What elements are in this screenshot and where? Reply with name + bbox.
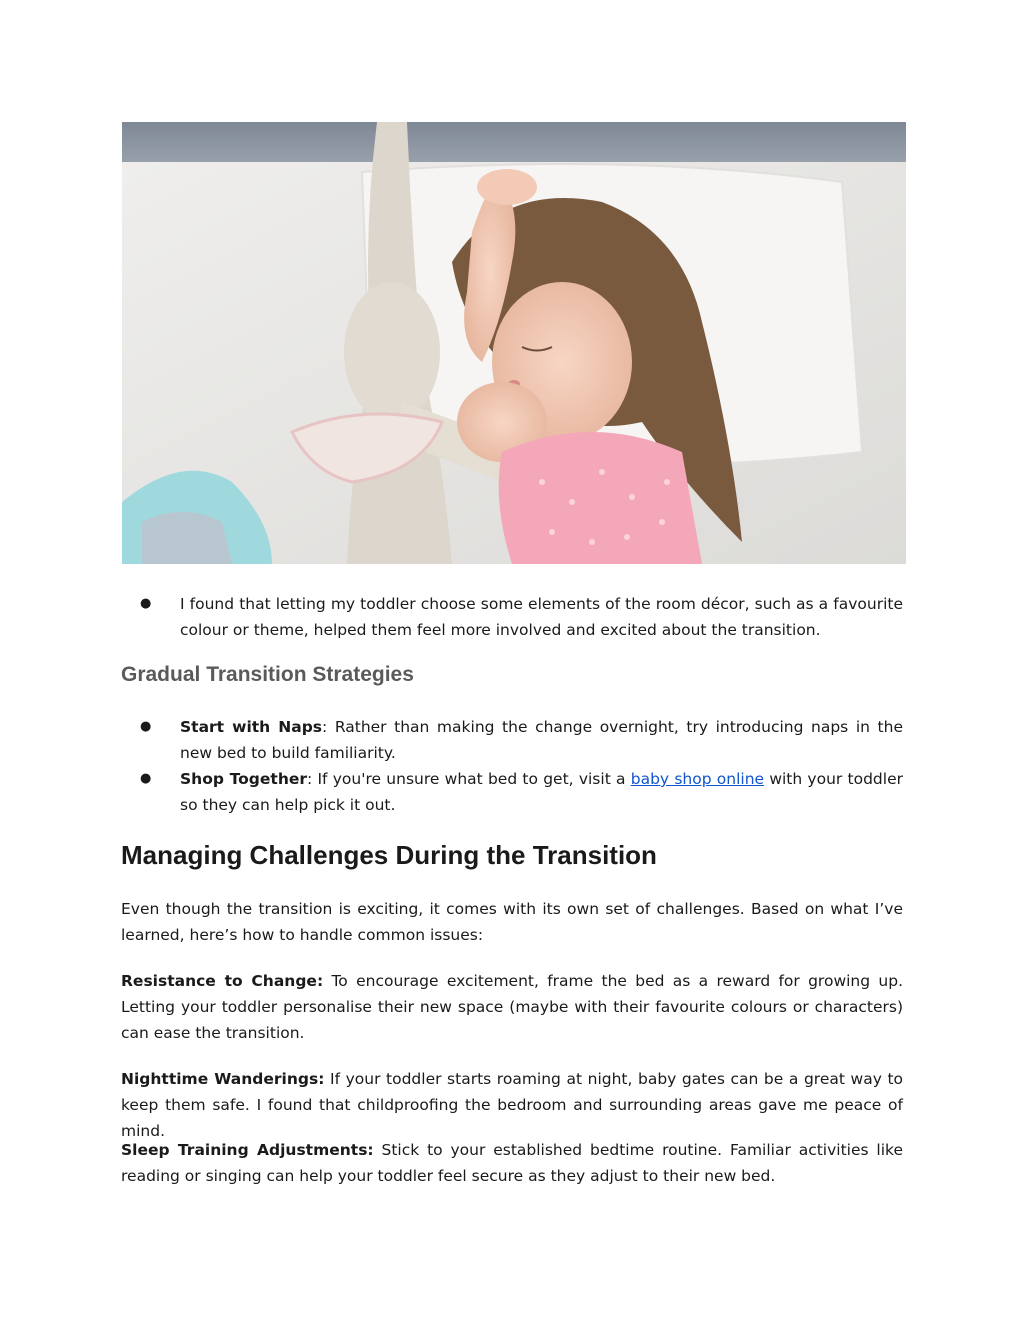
bullet-icon: ● [140, 596, 152, 611]
nighttime-paragraph [121, 1066, 903, 1144]
bullet-icon: ● [140, 719, 152, 734]
sleeping-toddler-photo [122, 122, 906, 564]
gradual-transition-heading: Gradual Transition Strategies [121, 663, 414, 686]
resistance-paragraph [121, 968, 903, 1046]
bullet-icon: ● [140, 771, 152, 786]
naps-text: : Rather than making the change overnight, try introducing naps in the new bed to build familiarity. [180, 718, 903, 762]
naps-label: Start with Naps [180, 718, 323, 736]
resistance-text: To encourage excitement, frame the bed as a reward for growing up. Letting your toddler personalise their new space (maybe with their favourite colours or characters) can ease the transition. [121, 972, 903, 1042]
list-item [121, 591, 903, 643]
baby-shop-online-link[interactable]: baby shop online [630, 770, 765, 788]
managing-challenges-heading: Managing Challenges During the Transition [121, 840, 657, 870]
list-item [121, 714, 903, 766]
shop-together-label: Shop Together [180, 770, 308, 788]
shop-together-text-before: : If you're unsure what bed to get, visit a [307, 770, 631, 788]
sleep-training-label: Sleep Training Adjustments: [121, 1141, 374, 1159]
list-item [121, 766, 903, 818]
photo-sleeping-toddler-icon [122, 122, 906, 564]
sleep-training-text: Stick to your established bedtime routine. Familiar activities like reading or singing can help your toddler feel secure as they adjust to their new bed. [121, 1141, 904, 1185]
challenges-intro-paragraph: Even though the transition is exciting, it comes with its own set of challenges. Based on what I’ve learned, here’s how to handle common issues: [121, 900, 903, 944]
nighttime-label: Nighttime Wanderings: [121, 1070, 325, 1088]
resistance-label: Resistance to Change: [121, 972, 324, 990]
gradual-strategies-list [121, 714, 903, 818]
decor-bullet-list [121, 591, 903, 643]
shop-together-text-after: with your toddler so they can help pick it out. [180, 770, 903, 814]
decor-bullet-text: I found that letting my toddler choose some elements of the room décor, such as a favourite colour or theme, helped them feel more involved and excited about the transition. [180, 595, 903, 639]
sleep-training-paragraph [121, 1137, 903, 1189]
nighttime-text: If your toddler starts roaming at night, baby gates can be a great way to keep them safe. I found that childproofing the bedroom and surrounding areas gave me peace of mind. [121, 1070, 904, 1140]
